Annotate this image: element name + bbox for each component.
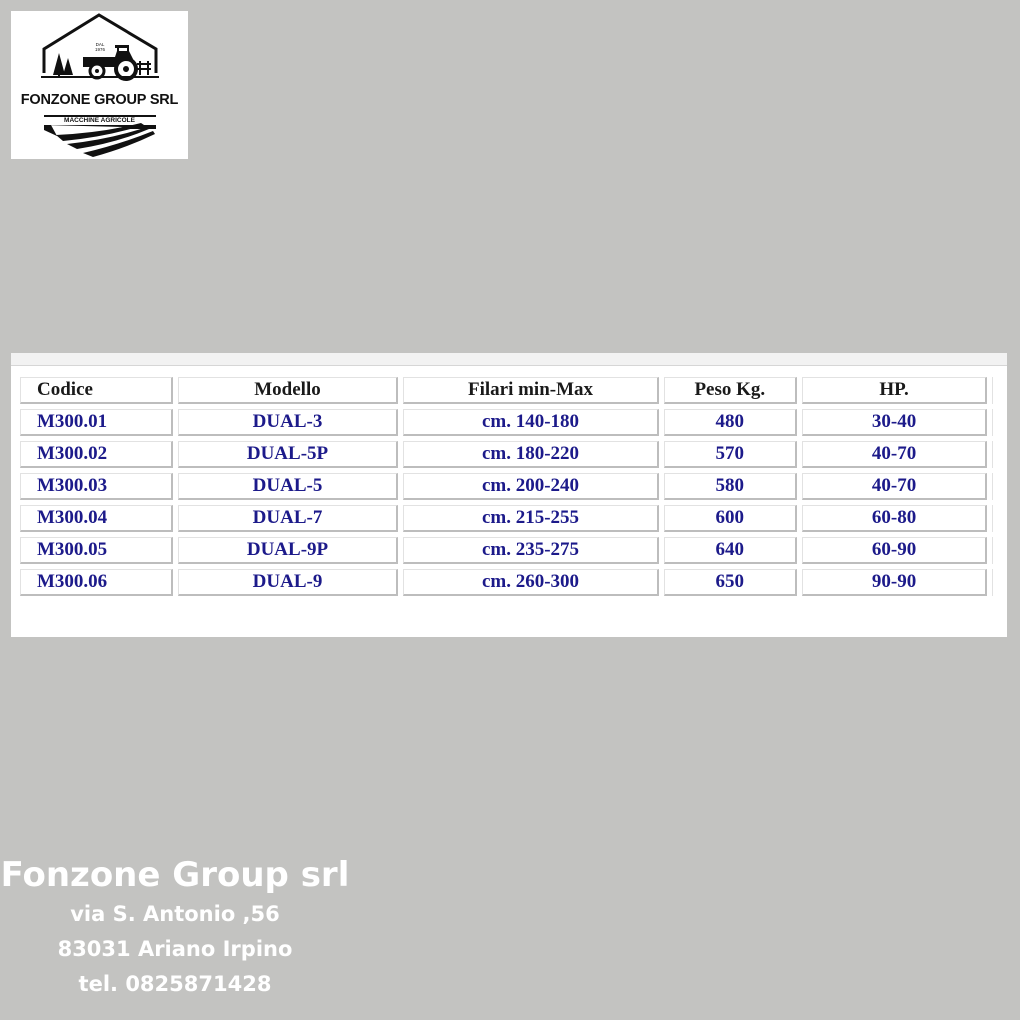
cell-filari: cm. 180-220 bbox=[403, 441, 658, 468]
header-cutoff bbox=[992, 377, 1002, 404]
table-row bbox=[20, 505, 1002, 532]
cell-peso: 580 bbox=[664, 473, 798, 500]
cell-modello: DUAL-3 bbox=[178, 409, 399, 436]
table-top-strip bbox=[11, 353, 1007, 366]
cell-hp: 30-40 bbox=[802, 409, 987, 436]
footer-phone: tel. 0825871428 bbox=[78, 972, 272, 996]
cell-filari: cm. 200-240 bbox=[403, 473, 658, 500]
cell-codice: M300.05 bbox=[20, 537, 173, 564]
cell-cutoff bbox=[992, 409, 1002, 436]
header-codice: Codice bbox=[20, 377, 173, 404]
table-row bbox=[20, 441, 1002, 468]
cell-modello: DUAL-7 bbox=[178, 505, 399, 532]
table-header-row bbox=[20, 377, 1002, 404]
table-row bbox=[20, 569, 1002, 596]
header-hp: HP. bbox=[802, 377, 987, 404]
table-row bbox=[20, 409, 1002, 436]
cell-codice: M300.04 bbox=[20, 505, 173, 532]
cell-peso: 570 bbox=[664, 441, 798, 468]
footer-city: 83031 Ariano Irpino bbox=[57, 937, 293, 961]
spec-table bbox=[15, 372, 1007, 601]
spec-table-panel bbox=[11, 353, 1007, 637]
logo-since-year: 1976 bbox=[94, 47, 105, 52]
cell-filari: cm. 215-255 bbox=[403, 505, 658, 532]
footer-company-name: Fonzone Group srl bbox=[0, 855, 350, 895]
cell-filari: cm. 235-275 bbox=[403, 537, 658, 564]
cell-hp: 60-80 bbox=[802, 505, 987, 532]
cell-codice: M300.06 bbox=[20, 569, 173, 596]
header-filari: Filari min-Max bbox=[403, 377, 658, 404]
cell-cutoff bbox=[992, 505, 1002, 532]
cell-cutoff bbox=[992, 569, 1002, 596]
table-row bbox=[20, 537, 1002, 564]
company-logo bbox=[11, 11, 188, 159]
cell-modello: DUAL-9P bbox=[178, 537, 399, 564]
logo-since-label: DAL bbox=[95, 42, 105, 47]
cell-cutoff bbox=[992, 441, 1002, 468]
cell-peso: 650 bbox=[664, 569, 798, 596]
header-modello: Modello bbox=[178, 377, 399, 404]
cell-hp: 60-90 bbox=[802, 537, 987, 564]
cell-modello: DUAL-5 bbox=[178, 473, 399, 500]
cell-filari: cm. 140-180 bbox=[403, 409, 658, 436]
header-peso: Peso Kg. bbox=[664, 377, 798, 404]
cell-codice: M300.02 bbox=[20, 441, 173, 468]
cell-hp: 90-90 bbox=[802, 569, 987, 596]
tractor-barn-icon bbox=[11, 11, 188, 159]
cell-codice: M300.01 bbox=[20, 409, 173, 436]
cell-modello: DUAL-9 bbox=[178, 569, 399, 596]
company-address bbox=[0, 853, 350, 1002]
cell-peso: 480 bbox=[664, 409, 798, 436]
cell-cutoff bbox=[992, 537, 1002, 564]
logo-since bbox=[89, 42, 111, 52]
cell-codice: M300.03 bbox=[20, 473, 173, 500]
logo-company-name: FONZONE GROUP SRL bbox=[20, 92, 179, 108]
cell-modello: DUAL-5P bbox=[178, 441, 399, 468]
cell-peso: 640 bbox=[664, 537, 798, 564]
table-row bbox=[20, 473, 1002, 500]
cell-filari: cm. 260-300 bbox=[403, 569, 658, 596]
cell-hp: 40-70 bbox=[802, 473, 987, 500]
cell-peso: 600 bbox=[664, 505, 798, 532]
cell-hp: 40-70 bbox=[802, 441, 987, 468]
cell-cutoff bbox=[992, 473, 1002, 500]
footer-street: via S. Antonio ,56 bbox=[70, 902, 280, 926]
logo-tagline: MACCHINE AGRICOLE bbox=[64, 117, 135, 124]
